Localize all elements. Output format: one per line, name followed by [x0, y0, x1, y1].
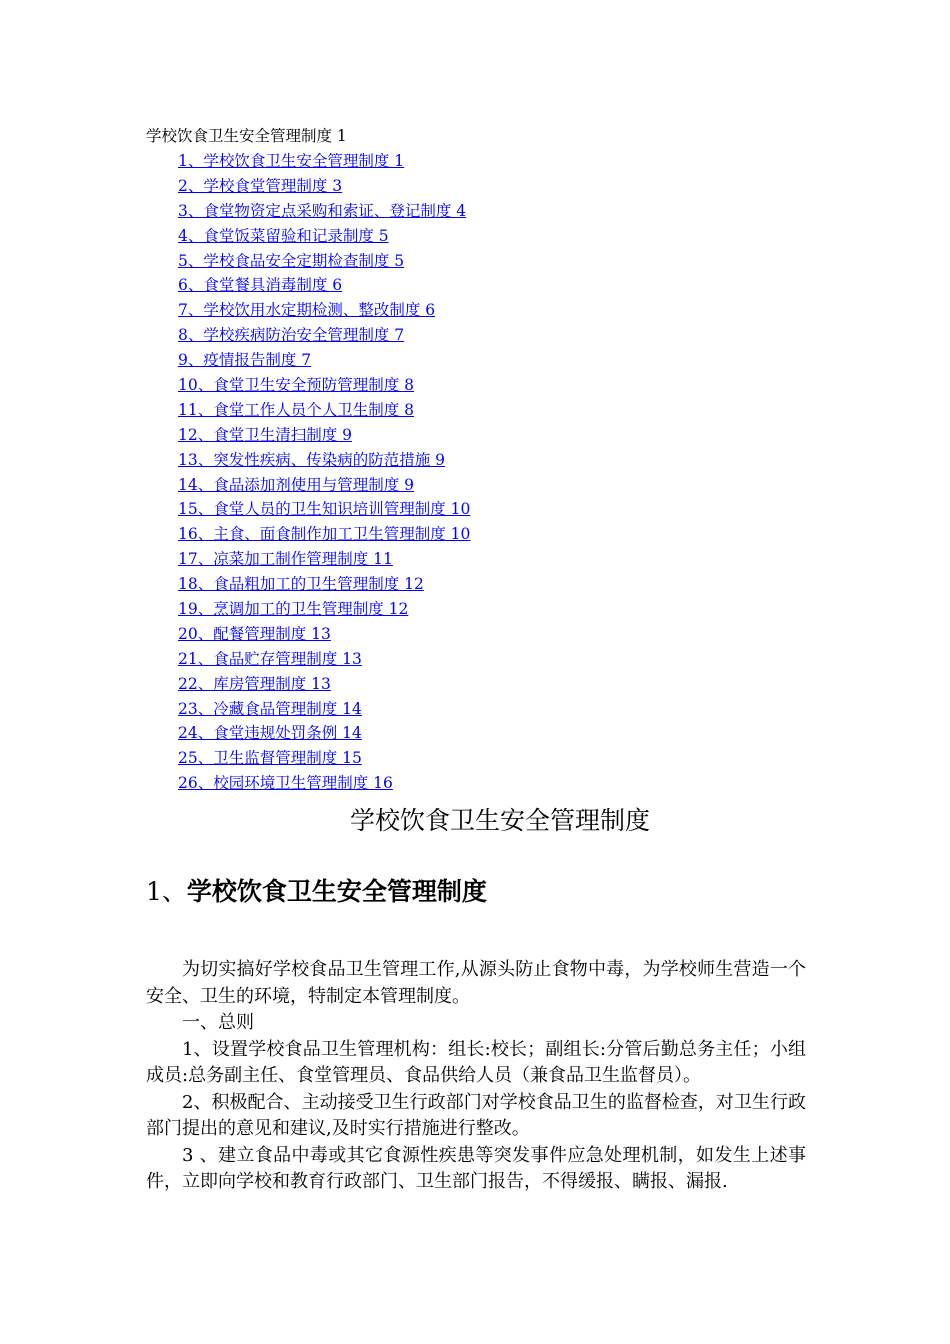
toc-item — [178, 450, 470, 475]
toc-item — [178, 699, 470, 724]
toc-link-19[interactable]: 19、烹调加工的卫生管理制度 12 — [178, 600, 409, 619]
toc-link-12[interactable]: 12、食堂卫生清扫制度 9 — [178, 425, 353, 444]
toc-item — [178, 748, 470, 773]
toc-link-9[interactable]: 9、疫情报告制度 7 — [178, 351, 312, 370]
toc-link-1[interactable]: 1、学校饮食卫生安全管理制度 1 — [178, 152, 405, 170]
toc-item — [178, 350, 470, 375]
toc-link-8[interactable]: 8、学校疾病防治安全管理制度 7 — [178, 326, 405, 345]
toc-link-4[interactable]: 4、食堂饭菜留验和记录制度 5 — [178, 226, 389, 245]
toc-link-2[interactable]: 2、学校食堂管理制度 3 — [178, 176, 343, 195]
toc-link-20[interactable]: 20、配餐管理制度 13 — [178, 624, 331, 643]
paragraph-general-heading: 一、总则 — [182, 1012, 254, 1033]
toc-item — [178, 723, 470, 748]
toc-item — [178, 425, 470, 450]
toc-item — [178, 275, 470, 300]
toc-link-18[interactable]: 18、食品粗加工的卫生管理制度 12 — [178, 575, 424, 594]
paragraph-item-2: 2、积极配合、主动接受卫生行政部门对学校食品卫生的监督检查，对卫生行政部门提出的意见和建议,及时实行措施进行整改。 — [146, 1091, 806, 1139]
toc-link-23[interactable]: 23、冷藏食品管理制度 14 — [178, 699, 362, 718]
toc-link-6[interactable]: 6、食堂餐具消毒制度 6 — [178, 276, 343, 295]
toc-link-17[interactable]: 17、凉菜加工制作管理制度 11 — [178, 550, 393, 569]
toc-link-13[interactable]: 13、突发性疾病、传染病的防范措施 9 — [178, 450, 446, 469]
toc-item — [178, 375, 470, 400]
toc-item — [178, 176, 470, 201]
document-title: 学校饮食卫生安全管理制度 — [349, 806, 650, 835]
section-heading — [146, 875, 487, 909]
toc-item — [178, 400, 470, 425]
toc-link-7[interactable]: 7、学校饮用水定期检测、整改制度 6 — [178, 301, 436, 320]
toc-item — [178, 599, 470, 624]
toc-item — [178, 574, 470, 599]
toc-link-11[interactable]: 11、食堂工作人员个人卫生制度 8 — [178, 400, 415, 419]
toc-link-21[interactable]: 21、食品贮存管理制度 13 — [178, 649, 362, 668]
toc-item — [178, 524, 470, 549]
section-title: 学校饮食卫生安全管理制度 — [186, 877, 487, 906]
body-text — [146, 957, 806, 1196]
toc-item — [178, 499, 470, 524]
paragraph-item-3: 3 、建立食品中毒或其它食源性疾患等突发事件应急处理机制，如发生上述事件，立即向学校和教育行政部门、卫生部门报告，不得缓报、瞒报、漏报. — [146, 1144, 806, 1192]
toc-link-5[interactable]: 5、学校食品安全定期检查制度 5 — [178, 251, 405, 270]
toc-item — [178, 201, 470, 226]
toc-item — [178, 151, 470, 176]
toc-item — [178, 300, 470, 325]
toc-item — [178, 549, 470, 574]
toc-item — [178, 674, 470, 699]
toc-item — [178, 773, 470, 798]
paragraph-item-1: 1、设置学校食品卫生管理机构：组长:校长；副组长:分管后勤总务主任；小组成员:总务副主任、食堂管理员、食品供给人员（兼食品卫生监督员）。 — [146, 1038, 806, 1086]
section-number: 1、 — [146, 877, 187, 906]
toc-link-14[interactable]: 14、食品添加剂使用与管理制度 9 — [178, 475, 415, 494]
toc-link-25[interactable]: 25、卫生监督管理制度 15 — [178, 749, 362, 768]
toc-item — [178, 226, 470, 251]
toc-heading: 学校饮食卫生安全管理制度 1 — [146, 127, 347, 145]
paragraph-intro: 为切实搞好学校食品卫生管理工作,从源头防止食物中毒，为学校师生营造一个安全、卫生的环境，特制定本管理制度。 — [146, 959, 806, 1007]
toc-link-16[interactable]: 16、主食、面食制作加工卫生管理制度 10 — [178, 525, 471, 544]
toc-link-26[interactable]: 26、校园环境卫生管理制度 16 — [178, 774, 393, 793]
toc-link-24[interactable]: 24、食堂违规处罚条例 14 — [178, 724, 362, 743]
toc-link-22[interactable]: 22、库房管理制度 13 — [178, 674, 331, 693]
toc-item — [178, 624, 470, 649]
toc-item — [178, 475, 470, 500]
toc-item — [178, 649, 470, 674]
toc-link-10[interactable]: 10、食堂卫生安全预防管理制度 8 — [178, 376, 415, 395]
toc-link-15[interactable]: 15、食堂人员的卫生知识培训管理制度 10 — [178, 500, 471, 519]
toc-list — [178, 151, 470, 798]
toc-link-3[interactable]: 3、食堂物资定点采购和索证、登记制度 4 — [178, 201, 467, 220]
toc-item — [178, 325, 470, 350]
toc-item — [178, 251, 470, 276]
